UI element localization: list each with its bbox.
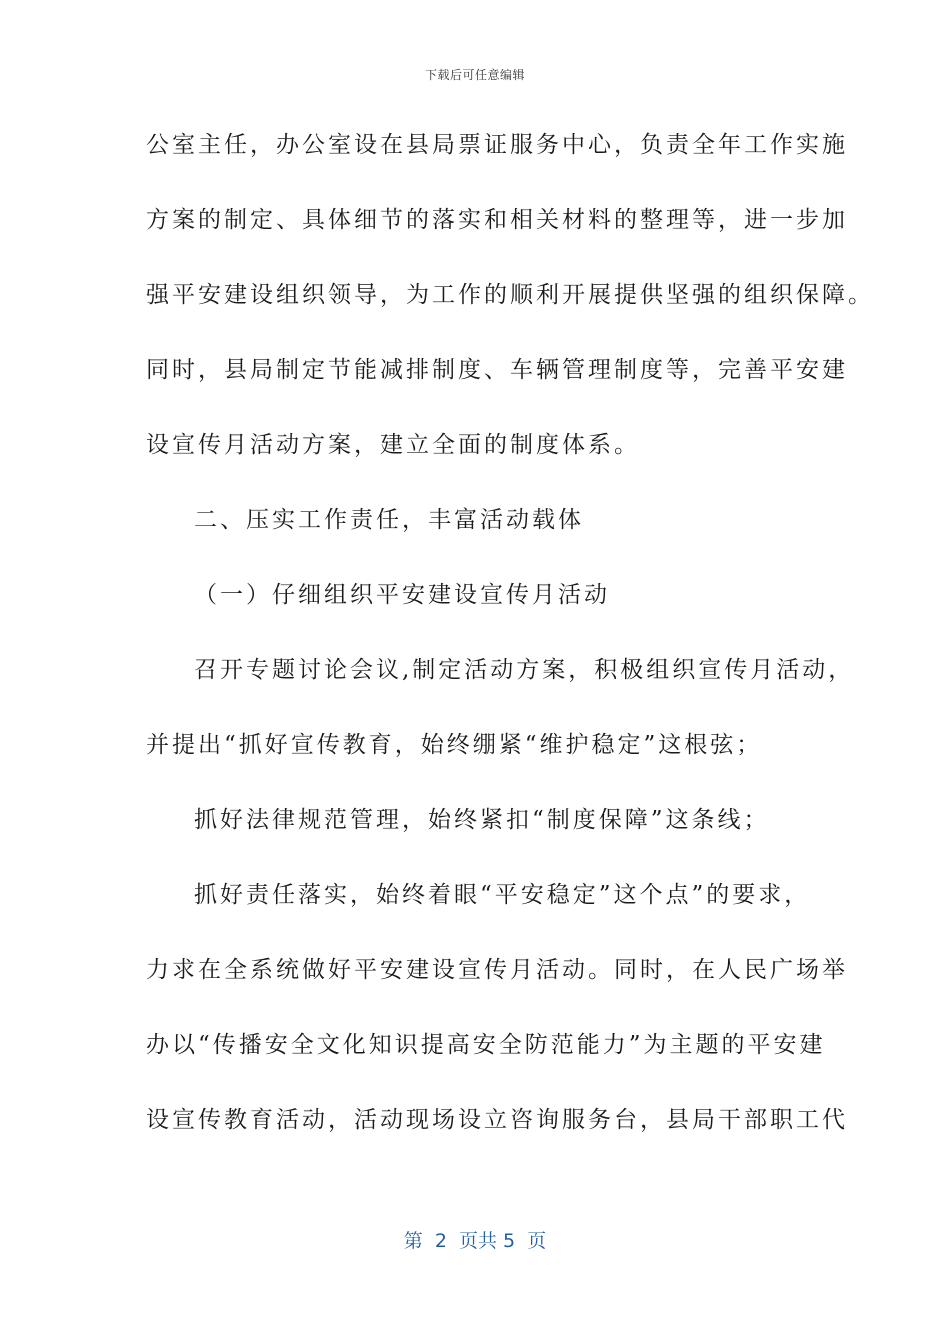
- paragraph-line: 力求在全系统做好平安建设宣传月活动。同时，在人民广场举: [146, 957, 848, 983]
- paragraph-line: 方案的制定、具体细节的落实和相关材料的整理等，进一步加: [146, 207, 848, 233]
- paragraph-line: 同时，县局制定节能减排制度、车辆管理制度等，完善平安建: [146, 357, 848, 383]
- paragraph-line: 抓好法律规范管理，始终紧扣“制度保障”这条线；: [194, 807, 770, 833]
- paragraph-line: 公室主任，办公室设在县局票证服务中心，负责全年工作实施: [146, 132, 848, 158]
- paragraph-line: 抓好责任落实，始终着眼“平安稳定”这个点”的要求，: [194, 882, 811, 908]
- paragraph-line: 办以“传播安全文化知识提高安全防范能力”为主题的平安建: [146, 1032, 826, 1058]
- paragraph-line: 设宣传教育活动，活动现场设立咨询服务台，县局干部职工代: [146, 1107, 848, 1133]
- section-heading: 二、压实工作责任，丰富活动载体: [194, 507, 584, 533]
- paragraph-line: 设宣传月活动方案，建立全面的制度体系。: [146, 432, 640, 458]
- paragraph-line: 并提出“抓好宣传教育，始终绷紧“维护稳定”这根弦；: [146, 732, 763, 758]
- header-note: 下载后可任意编辑: [424, 68, 525, 82]
- paragraph-line: 召开专题讨论会议,制定活动方案，积极组织宣传月活动，: [194, 657, 855, 683]
- subsection-heading: （一）仔细组织平安建设宣传月活动: [194, 582, 610, 608]
- page-number: 第 2 页共 5 页: [403, 1230, 547, 1252]
- paragraph-line: 强平安建设组织领导，为工作的顺利开展提供坚强的组织保障。: [146, 282, 874, 308]
